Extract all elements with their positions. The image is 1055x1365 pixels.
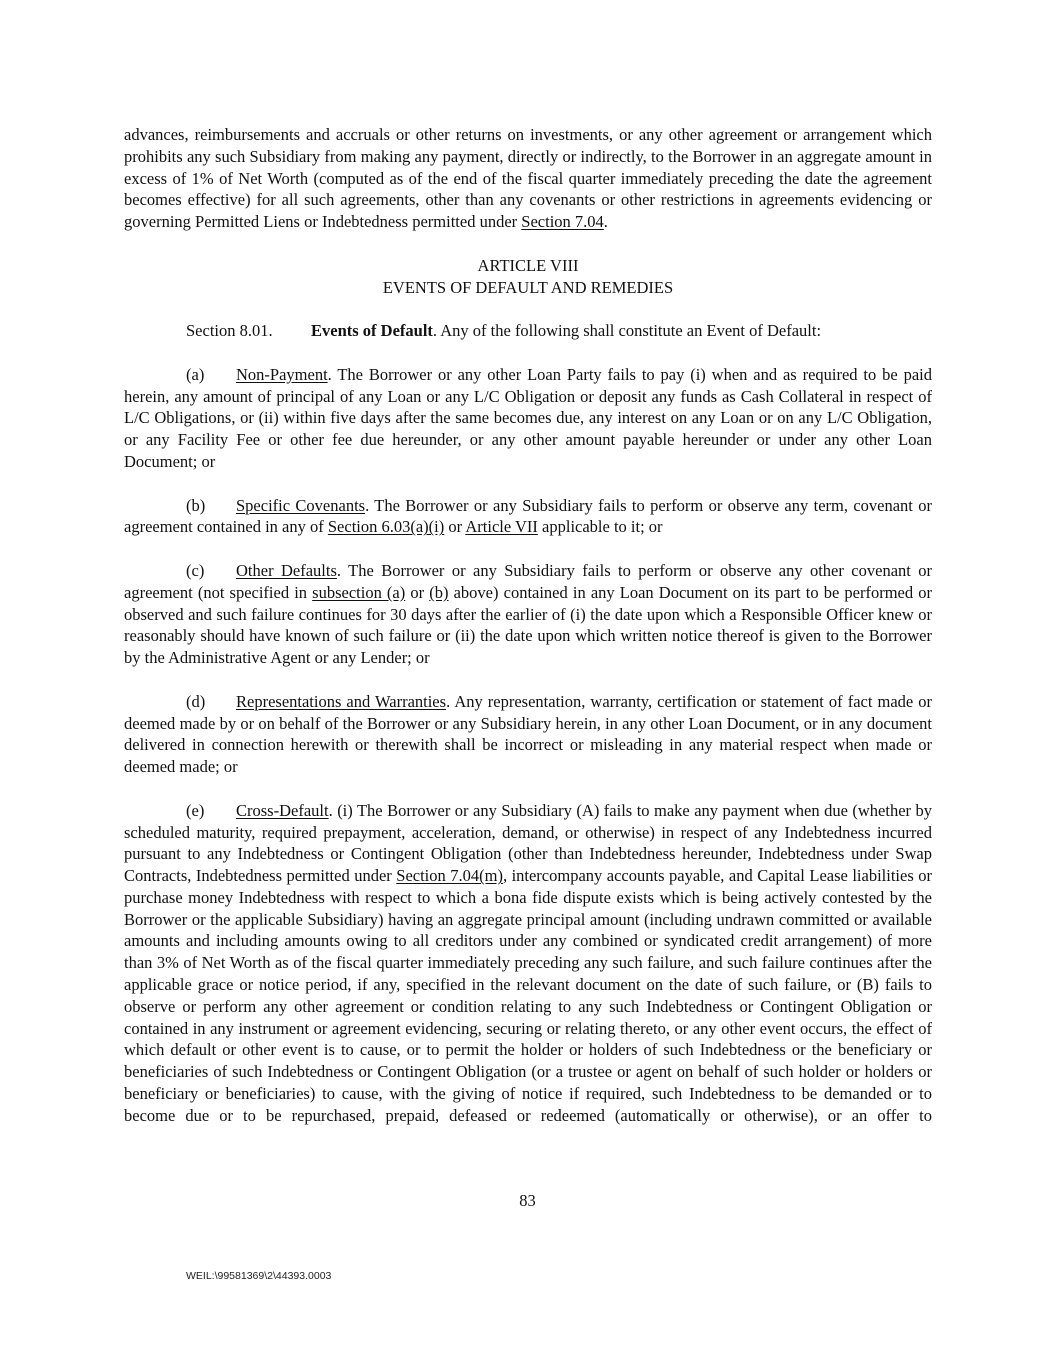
clause-c-label: (c) (186, 560, 205, 580)
clause-a-label: (a) (186, 364, 205, 384)
clause-b-heading: Specific Covenants (236, 495, 366, 515)
article-title: EVENTS OF DEFAULT AND REMEDIES (382, 277, 674, 297)
clause-c: (c) Other Defaults. The Borrower or any Subsidiary fails to perform or observe any other covenant or agreement (not specified in subsection (a) or (b) above) contained in any Loan Document on its part to be performed or observed and such failure continues for 30 days after the earlier of (i) the date upon which a Responsible Officer knew or reasonably should have known of such failure or (ii) the date upon which written notice thereof is given to the Borrower by the Administrative Agent or any Lender; or (124, 560, 933, 668)
clause-b: (b) Specific Covenants. The Borrower or any Subsidiary fails to perform or observe any term, covenant or agreement contained in any of Section 6.03(a)(i) or Article VII applicable to it; or (124, 495, 932, 537)
section-heading: Section 8.01. Events of Default. Any of the following shall constitute an Event of Default: (186, 321, 822, 341)
article-vii-link[interactable]: Article VII (465, 517, 538, 537)
clause-a-heading: Non-Payment (236, 364, 328, 384)
clause-d-label: (d) (186, 691, 206, 711)
section-title: Events of Default (311, 321, 433, 341)
document-body (124, 124, 932, 1127)
clause-b-label: (b) (186, 495, 206, 515)
clause-d-heading: Representations and Warranties (236, 691, 447, 711)
clause-a: (a) Non-Payment. The Borrower or any other Loan Party fails to pay (i) when and as required to be paid herein, any amount of principal of any Loan or any L/C Obligation or deposit any funds as Cash Collateral in respect of L/C Obligations, or (ii) within five days after the same becomes due, any interest on any Loan or on any L/C Obligation, or any Facility Fee or other fee due hereunder, or any other amount payable hereunder or under any other Loan Document; or (124, 364, 932, 471)
clause-c-heading: Other Defaults (236, 560, 337, 580)
clause-e-heading: Cross-Default (236, 800, 329, 820)
section-7-04-link[interactable]: Section 7.04 (521, 212, 604, 232)
section-number: Section 8.01. (186, 321, 273, 341)
article-number: ARTICLE VIII (477, 255, 579, 275)
document-footer-id: WEIL:\99581369\2\44393.0003 (186, 1270, 332, 1282)
intro-paragraph: advances, reimbursements and accruals or other returns on investments, or any other agreement or arrangement which prohibits any such Subsidiary from making any payment, directly or indirectly, to the Borrower in an aggregate amount in excess of 1% of Net Worth (computed as of the end of the fiscal quarter immediately preceding the date the agreement becomes effective) for all such agreements, other than any covenants or other restrictions in agreements evidencing or governing Permitted Liens or Indebtedness permitted under Section 7.04. (124, 125, 932, 232)
clause-d: (d) Representations and Warranties. Any representation, warranty, certification or statement of fact made or deemed made by or on behalf of the Borrower or any Subsidiary herein, in any other Loan Document, or in any document delivered in connection herewith or therewith shall be incorrect or misleading in any material respect when made or deemed made; or (124, 691, 933, 777)
clause-e: (e) Cross-Default. (i) The Borrower or any Subsidiary (A) fails to make any payment when due (whether by scheduled maturity, required prepayment, acceleration, demand, or otherwise) in respect of any Indebtedness incurred pursuant to any Indebtedness or Contingent Obligation (other than Indebtedness hereunder, Indebtedness under Swap Contracts, Indebtedness permitted under Section 7.04(m), intercompany accounts payable, and Capital Lease liabilities or purchase money Indebtedness with respect to which a bona fide dispute exists which is being actively contested by the Borrower or the applicable Subsidiary) having an aggregate principal amount (including undrawn committed or available amounts and including amounts owing to all creditors under any combined or syndicated credit arrangement) of more than 3% of Net Worth as of the fiscal quarter immediately preceding any such failure, and such failure continues after the applicable grace or notice period, if any, specified in the relevant document on the date of such failure, or (B) fails to observe or perform any other agreement or condition relating to any such Indebtedness or Contingent Obligation or contained in any instrument or agreement evidencing, securing or relating thereto, or any other event occurs, the effect of which default or other event is to cause, or to permit the holder or holders of such Indebtedness or the beneficiary or beneficiaries of such Indebtedness or Contingent Obligation (or a trustee or agent on behalf of such holder or holders or beneficiary or beneficiaries) to cause, with the giving of notice if required, such Indebtedness to be demanded or to become due or to be repurchased, prepaid, defeased or redeemed (automatically or otherwise), or an offer to (124, 800, 932, 1125)
subsection-a-link[interactable]: subsection (a) (312, 582, 406, 602)
subsection-b-link[interactable]: (b) (429, 582, 449, 602)
clause-e-label: (e) (186, 800, 205, 820)
page-number: 83 (519, 1191, 536, 1210)
section-6-03-link[interactable]: Section 6.03(a)(i) (327, 517, 445, 537)
section-7-04m-link[interactable]: Section 7.04(m) (396, 866, 503, 886)
